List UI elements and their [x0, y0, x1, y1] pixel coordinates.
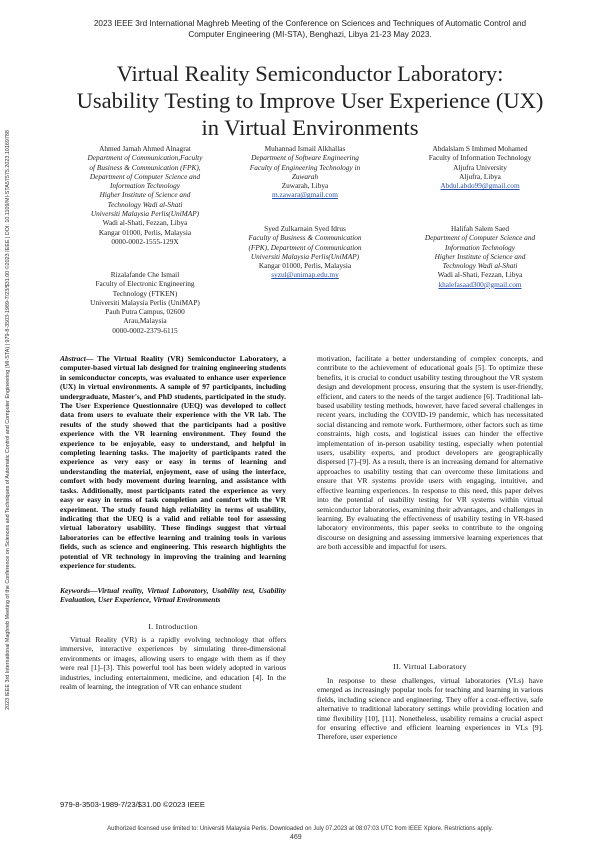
author-affiliation: Faculty of Business & Communication	[248, 233, 362, 243]
author-affiliation: Technology (FTKEN)	[112, 288, 178, 298]
license-footer: Authorized licensed use limited to: Universiti Malaysia Perlis. Downloaded on July 07,2023 at 08:07:03 UTC from IEEE Xplore. Restrictions apply.	[107, 826, 493, 832]
author-affiliation: Department of Software Engineering	[251, 153, 359, 163]
author-affiliation: Higher Institute of Science and	[434, 251, 526, 261]
section-heading-virtual-laboratory: II. Virtual Laboratory	[393, 662, 467, 671]
author-block	[220, 224, 390, 280]
section-heading-introduction: I. Introduction	[148, 622, 198, 631]
abstract	[60, 354, 286, 570]
author-affiliation: Department of Communication,Faculty	[87, 153, 203, 163]
author-affiliation: Aljufra University	[453, 162, 507, 172]
author-affiliation: (FPK), Department of Communication	[248, 242, 362, 252]
author-name: Halifah Salem Saed	[451, 224, 509, 233]
author-affiliation: Faculty of Engineering Technology in	[249, 162, 361, 172]
author-affiliation: Arau,Malaysia	[123, 316, 167, 326]
author-email-link[interactable]: m.zawara@gmail.com	[272, 190, 338, 200]
author-affiliation: Department of Computer Science and	[89, 171, 201, 181]
author-name: Syed Zulkarnain Syed Idrus	[264, 224, 346, 233]
author-block	[400, 144, 560, 190]
author-affiliation: Universiti Malaysia Perlis (UniMAP)	[90, 297, 200, 307]
conference-header	[50, 18, 570, 40]
conference-line-1: 2023 IEEE 3rd International Maghreb Meeting of the Conference on Sciences and Techniques of Automatic Control and	[93, 19, 527, 28]
author-affiliation: Kangar 01000, Perlis, Malaysia	[258, 261, 352, 271]
author-name: Abdalslam S Imhmed Mohamed	[432, 144, 528, 153]
author-affiliation: Aljufra, Libya	[459, 171, 501, 181]
author-affiliation: Universiti Malaysia Perlis(UniMAP)	[250, 251, 360, 261]
author-affiliation: Technology Wadi al-Shati	[442, 261, 518, 271]
author-affiliation: Zuwarah, Libya	[281, 181, 329, 191]
author-email-link[interactable]: khalefasaad300@gmail.com	[438, 279, 522, 289]
author-affiliation: Universiti Malaysia Perlis(UniMAP)	[90, 209, 200, 219]
page-number: 469	[290, 834, 302, 841]
author-block	[55, 144, 235, 246]
author-affiliation: 0000-0002-1555-129X	[111, 236, 179, 246]
author-email-link[interactable]: Abdul.abdo99@gmail.com	[440, 181, 520, 191]
author-affiliation: Information Technology	[444, 242, 516, 252]
author-name: Ahmed Jamah Ahmed Alnagrat	[99, 144, 191, 153]
keywords: Keywords—Virtual reality, Virtual Laboratory, Usability test, Usability Evaluation, User Experience, Virtual Environments	[60, 586, 286, 605]
abstract-text: — The Virtual Reality (VR) Semiconductor Laboratory, a computer-based virtual lab designed for training engineering students in semiconductor concepts, was evaluated to enhance user experience (UX) in virtual environments. A sample of 97 participants, including undergraduate, Master's, and PhD students, participated in the study. The User Experience Questionnaire (UEQ) was developed to collect data from users to evaluate their experience with the VR lab. The results of the study showed that the participants had a positive experience with the VR learning environment. They found the experience to be enjoyable, easy to understand, and helpful in completing learning tasks. The majority of participants rated the experience as very easy or easy in terms of learning and understanding the material, enjoyment, ease of using the interface, comfort with body movement during learning, and assistance with tasks. Additionally, most participants rated the experience as very easy or easy in terms of task completion and comfort with the VR experiment. The study found high reliability in terms of usability, indicating that the UEQ is a valid and reliable tool for assessing virtual laboratory usability. These findings suggest that virtual laboratories can be effective learning and training tools in various fields, such as science and engineering. This research highlights the potential of VR technology in improving the training and learning experience for students.	[60, 354, 286, 570]
doi-sidebar-text: 2023 IEEE 3rd International Maghreb Meeting of the Conference on Sciences and Techniques of Automatic Control and Computer Engineering (MI-STA) | 979-8-3503-1989-7/23/$31.00 ©2023 IEEE | DOI: 10.1109/MI-STA57575.2023.10169788	[5, 130, 11, 710]
author-block	[220, 144, 390, 200]
paper-title	[40, 60, 580, 141]
doi-sidebar	[0, 20, 16, 820]
author-affiliation: of Business & Communication (FPK),	[89, 162, 201, 172]
title-line-1: Virtual Reality Semiconductor Laboratory:	[116, 61, 504, 86]
author-affiliation: Faculty of Information Technology	[428, 153, 532, 163]
author-block	[55, 270, 235, 335]
author-name: Muhannad Ismail Alkhallas	[264, 144, 346, 153]
author-name: Rizalafande Che Ismail	[110, 270, 180, 279]
author-affiliation: Pauh Putra Campus, 02600	[105, 307, 185, 317]
author-affiliation: Faculty of Electronic Engineering	[95, 279, 195, 289]
title-line-3: in Virtual Environments	[201, 115, 419, 140]
author-email-link[interactable]: syzul@unimap.edu.my	[271, 270, 339, 280]
author-affiliation: Higher Institute of Science and	[99, 190, 191, 200]
conference-line-2: Computer Engineering (MI-STA), Benghazi, Libya 21-23 May 2023.	[188, 30, 432, 39]
introduction-paragraph: Virtual Reality (VR) is a rapidly evolving technology that offers immersive, interactive experiences by simulating three-dimensional environments or images, allowing users to engage with them as if they were real [1]–[3]. This powerful tool has been widely adopted in various industries, including entertainment, medicine, and education [4]. In the realm of learning, the integration of VR can enhance student	[60, 635, 286, 692]
author-affiliation: Information Technology	[109, 181, 181, 191]
author-affiliation: Zuwarah	[291, 171, 319, 181]
right-column-paragraph: motivation, facilitate a better understanding of complex concepts, and contribute to the achievement of educational goals [5]. To optimize these benefits, it is crucial to conduct usability testing throughout the VR system design and development process, ensuring that the system is user-friendly, efficient, and caters to the needs of the target audience [6]. Traditional lab-based usability testing methods, however, have faced several challenges in recent years, including the COVID-19 pandemic, which has necessitated social distancing and remote work. Furthermore, other factors such as time constraints, high costs, and logistical issues can hinder the effective implementation of in-person usability testing, especially when potential users, usability experts, and product developers are geographically dispersed [7]–[9]. As a result, there is an increasing demand for alternative approaches to usability testing that can overcome these limitations and ensure that VR systems provide users with engaging, intuitive, and effective learning experiences. In response to this need, this paper delves into the potential of usability testing for VR systems within virtual semiconductor laboratories, examining their advantages, and challenges in learning. By evaluating the effectiveness of usability testing in VR-based laboratory environments, this paper seeks to contribute to the ongoing discourse on designing and assessing immersive learning experiences that are both accessible and impactful for users.	[317, 354, 543, 552]
author-affiliation: Kangar 01000, Perlis, Malaysia	[98, 227, 192, 237]
author-affiliation: 0000-0002-2379-6115	[112, 325, 178, 335]
author-affiliation: Wadi al-Shati, Fezzan, Libya	[437, 270, 523, 280]
author-affiliation: Department of Computer Science and	[424, 233, 536, 243]
title-line-2: Usability Testing to Improve User Experience (UX)	[76, 88, 544, 113]
author-affiliation: Wadi al-Shati, Fezzan, Libya	[102, 218, 188, 228]
virtual-laboratory-paragraph: In response to these challenges, virtual laboratories (VLs) have emerged as increasingly popular tools for teaching and learning in various fields, including science and engineering. They offer a cost-effective, safe alternative to traditional laboratory settings while providing location and time flexibility [10], [11]. Nonetheless, usability remains a crucial aspect for ensuring effective and efficient learning experiences in VLs [9]. Therefore, user experience	[317, 676, 543, 742]
author-affiliation: Technology Wadi al-Shati	[107, 199, 183, 209]
isbn-copyright: 979-8-3503-1989-7/23/$31.00 ©2023 IEEE	[60, 800, 205, 809]
author-block	[400, 224, 560, 289]
abstract-label: Abstract	[60, 354, 86, 363]
